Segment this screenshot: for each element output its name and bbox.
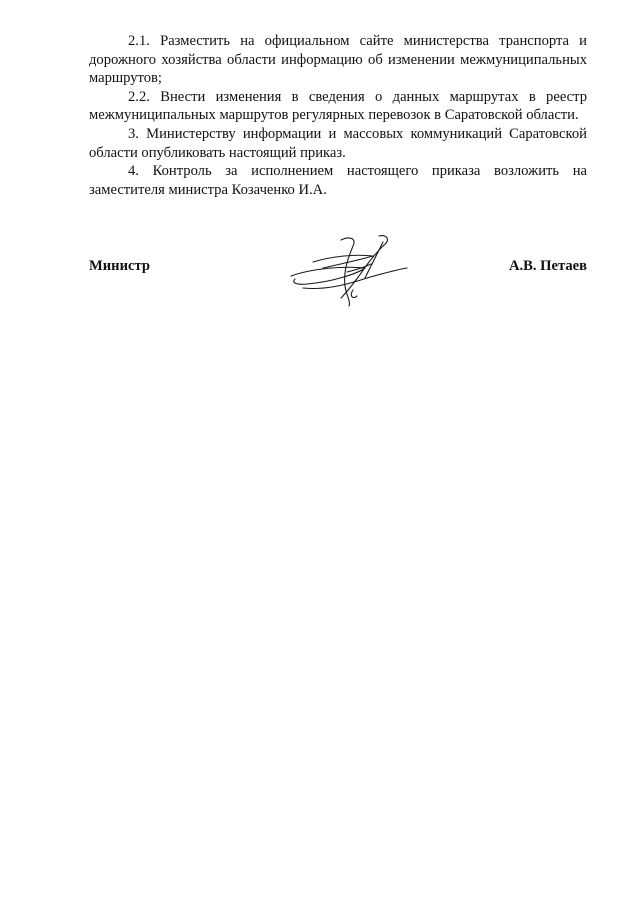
signatory-name: А.В. Петаев bbox=[508, 258, 587, 274]
signatory-title: Министр bbox=[89, 258, 150, 274]
paragraph-2-1: 2.1. Разместить на официальном сайте министерства транспорта и дорожного хозяйства области информацию об изменении межмуниципальных маршрутов; bbox=[89, 33, 587, 87]
paragraph-2-2: 2.2. Внести изменения в сведения о данных маршрутах в реестр межмуниципальных маршрутов регулярных перевозок в Саратовской области. bbox=[89, 88, 587, 124]
document-body bbox=[89, 32, 587, 199]
paragraph-4: 4. Контроль за исполнением настоящего приказа возложить на заместителя министра Козаченко И.А. bbox=[89, 163, 587, 198]
paragraph-3: 3. Министерству информации и массовых коммуникаций Саратовской области опубликовать настоящий приказ. bbox=[89, 125, 587, 161]
handwritten-signature bbox=[283, 228, 413, 310]
